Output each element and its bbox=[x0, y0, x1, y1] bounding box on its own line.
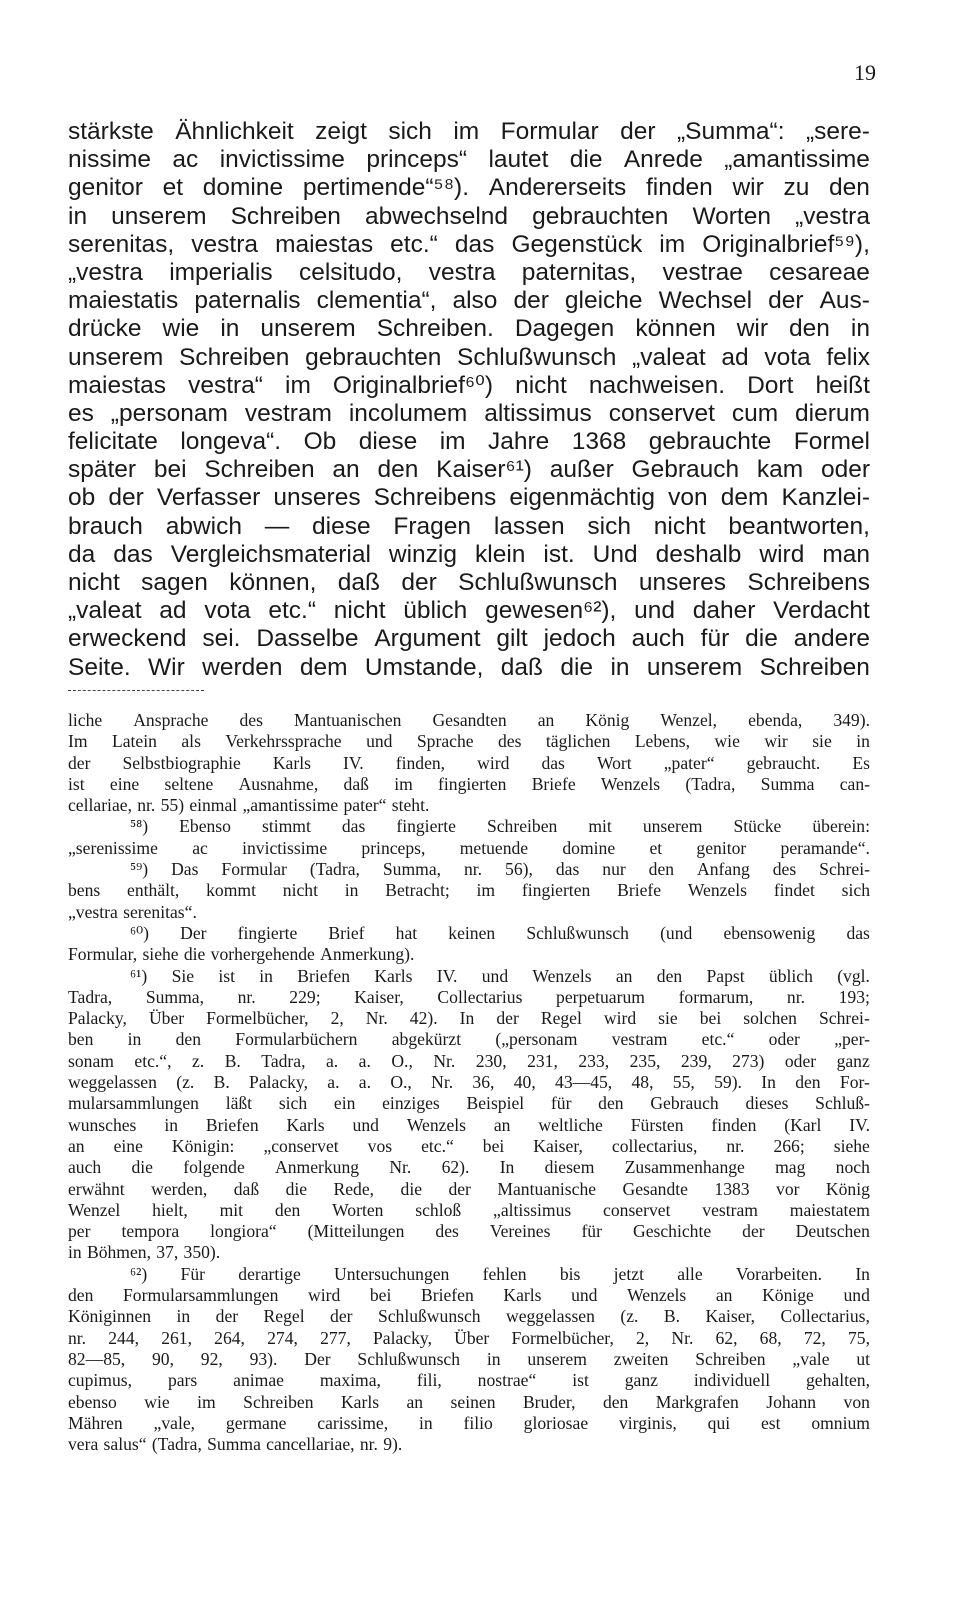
footnote-line: Wenzel hielt, mit den Worten schloß „altissimus conservet vestram maiestatem bbox=[68, 1199, 870, 1220]
text-line: unserem Schreiben gebrauchten Schlußwunsch „valeat ad vota felix bbox=[68, 343, 870, 371]
footnote-line: an eine Königin: „conservet vos etc.“ bei Kaiser, collectarius, nr. 266; siehe bbox=[68, 1135, 870, 1156]
footnote-line: der Selbstbiographie Karls IV. finden, wird das Wort „pater“ gebraucht. Es bbox=[68, 752, 870, 773]
footnote-line: ebenso wie im Schreiben Karls an seinen Bruder, den Markgrafen Johann von bbox=[68, 1391, 870, 1412]
footnote-line: „vestra serenitas“. bbox=[68, 901, 197, 922]
footnote-line: per tempora longiora“ (Mitteilungen des Vereines für Geschichte der Deutschen bbox=[68, 1221, 870, 1242]
text-line: erweckend sei. Dasselbe Argument gilt jedoch auch für die andere bbox=[68, 625, 870, 653]
text-line: brauch abwich — diese Fragen lassen sich nicht beantworten, bbox=[68, 512, 870, 540]
text-line: da das Vergleichsmaterial winzig klein ist. Und deshalb wird man bbox=[68, 540, 870, 568]
footnote-separator bbox=[68, 690, 204, 691]
footnote-line: Tadra, Summa, nr. 229; Kaiser, Collectarius perpetuarum formarum, nr. 193; bbox=[68, 986, 870, 1007]
footnote-line: vera salus“ (Tadra, Summa cancellariae, nr. 9). bbox=[68, 1434, 403, 1455]
text-line: in unserem Schreiben abwechselnd gebrauchten Worten „vestra bbox=[68, 202, 870, 230]
text-line: drücke wie in unserem Schreiben. Dagegen können wir den in bbox=[68, 315, 870, 343]
footnote-line: liche Ansprache des Mantuanischen Gesandten an König Wenzel, ebenda, 349). bbox=[68, 710, 870, 730]
footnote-line: ⁵⁹) Das Formular (Tadra, Summa, nr. 56), das nur den Anfang des Schrei- bbox=[130, 859, 870, 880]
text-line: maiestas vestra“ im Originalbrief⁶⁰) nicht nachweisen. Dort heißt bbox=[68, 371, 870, 399]
text-line: nicht sagen können, daß der Schlußwunsch unseres Schreibens bbox=[68, 569, 870, 596]
text-line: felicitate longeva“. Ob diese im Jahre 1368 gebrauchte Formel bbox=[68, 428, 870, 456]
footnote-line: Mähren „vale, germane carissime, in filio gloriosae virginis, qui est omnium bbox=[68, 1412, 870, 1433]
footnote-line: cupimus, pars animae maxima, fili, nostrae“ ist ganz individuell gehalten, bbox=[68, 1370, 870, 1391]
footnote-line: cellariae, nr. 55) einmal „amantissime pater“ steht. bbox=[68, 795, 430, 816]
footnote-line: ⁵⁸) Ebenso stimmt das fingierte Schreiben mit unserem Stücke überein: bbox=[130, 816, 870, 837]
footnote-line: ben in den Formularbüchern abgekürzt („personam vestram etc.“ oder „per- bbox=[68, 1029, 870, 1050]
text-line: es „personam vestram incolumem altissimus conservet cum dierum bbox=[68, 399, 870, 427]
footnote-line: 82—85, 90, 92, 93). Der Schlußwunsch in unserem zweiten Schreiben „vale ut bbox=[68, 1348, 870, 1369]
text-line: ob der Verfasser unseres Schreibens eigenmächtig von dem Kanzlei- bbox=[68, 484, 870, 512]
footnote-line: erwähnt werden, daß die Rede, die der Mantuanische Gesandte 1383 vor König bbox=[68, 1178, 870, 1199]
footnote-line: Formular, siehe die vorhergehende Anmerkung). bbox=[68, 944, 415, 965]
footnote-line: bens enthält, kommt nicht in Betracht; im fingierten Briefe Wenzels findet sich bbox=[68, 880, 870, 901]
footnote-line: den Formularsammlungen wird bei Briefen Karls und Wenzels an Könige und bbox=[68, 1285, 870, 1306]
footnote-line: wunsches in Briefen Karls und Wenzels an weltliche Fürsten finden (Karl IV. bbox=[68, 1114, 870, 1135]
footnote-line: weggelassen (z. B. Palacky, a. a. O., Nr. 36, 40, 43—45, 48, 55, 59). In den For- bbox=[68, 1072, 870, 1093]
footnote-line: ist eine seltene Ausnahme, daß im fingierten Briefe Wenzels (Tadra, Summa can- bbox=[68, 773, 870, 794]
text-line: „valeat ad vota etc.“ nicht üblich gewesen⁶²), und daher Verdacht bbox=[68, 597, 870, 625]
footnote-line: in Böhmen, 37, 350). bbox=[68, 1242, 221, 1263]
text-line: „vestra imperialis celsitudo, vestra paternitas, vestrae cesareae bbox=[68, 258, 870, 286]
text-line: später bei Schreiben an den Kaiser⁶¹) außer Gebrauch kam oder bbox=[68, 456, 870, 484]
footnote-line: ⁶⁰) Der fingierte Brief hat keinen Schlußwunsch (und ebensowenig das bbox=[130, 922, 870, 943]
text-line: serenitas, vestra maiestas etc.“ das Gegenstück im Originalbrief⁵⁹), bbox=[68, 230, 870, 258]
footnote-line: „serenissime ac invictissime princeps, metuende domine et genitor peramande“. bbox=[68, 837, 870, 858]
footnote-line: mularsammlungen läßt sich ein einziges Beispiel für den Gebrauch dieses Schluß- bbox=[68, 1093, 870, 1114]
text-line: genitor et domine pertimende“⁵⁸). Andererseits finden wir zu den bbox=[68, 174, 870, 202]
body-text bbox=[68, 118, 870, 682]
text-line: stärkste Ähnlichkeit zeigt sich im Formular der „Summa“: „sere- bbox=[68, 118, 870, 145]
footnote-line: nr. 244, 261, 264, 274, 277, Palacky, Über Formelbücher, 2, Nr. 62, 68, 72, 75, bbox=[68, 1327, 870, 1348]
footnote-line: sonam etc.“, z. B. Tadra, a. a. O., Nr. 230, 231, 233, 235, 239, 273) oder ganz bbox=[68, 1050, 870, 1071]
footnote-line: Palacky, Über Formelbücher, 2, Nr. 42). In der Regel wird sie bei solchen Schrei- bbox=[68, 1008, 870, 1029]
footnotes bbox=[68, 710, 870, 1455]
footnote-line: Im Latein als Verkehrssprache und Sprache des täglichen Lebens, wie wir sie in bbox=[68, 731, 870, 752]
text-line: maiestatis paternalis clementia“, also der gleiche Wechsel der Aus- bbox=[68, 287, 870, 315]
footnote-line: ⁶¹) Sie ist in Briefen Karls IV. und Wenzels an den Papst üblich (vgl. bbox=[130, 965, 870, 986]
footnote-line: Königinnen in der Regel der Schlußwunsch weggelassen (z. B. Kaiser, Collectarius, bbox=[68, 1306, 870, 1327]
footnote-line: auch die folgende Anmerkung Nr. 62). In diesem Zusammenhange mag noch bbox=[68, 1157, 870, 1178]
footnote-line: ⁶²) Für derartige Untersuchungen fehlen bis jetzt alle Vorarbeiten. In bbox=[130, 1263, 870, 1284]
text-line: Seite. Wir werden dem Umstande, daß die in unserem Schreiben bbox=[68, 653, 870, 681]
page-number: 19 bbox=[854, 60, 876, 85]
text-line: nissime ac invictissime princeps“ lautet die Anrede „amantissime bbox=[68, 146, 870, 174]
